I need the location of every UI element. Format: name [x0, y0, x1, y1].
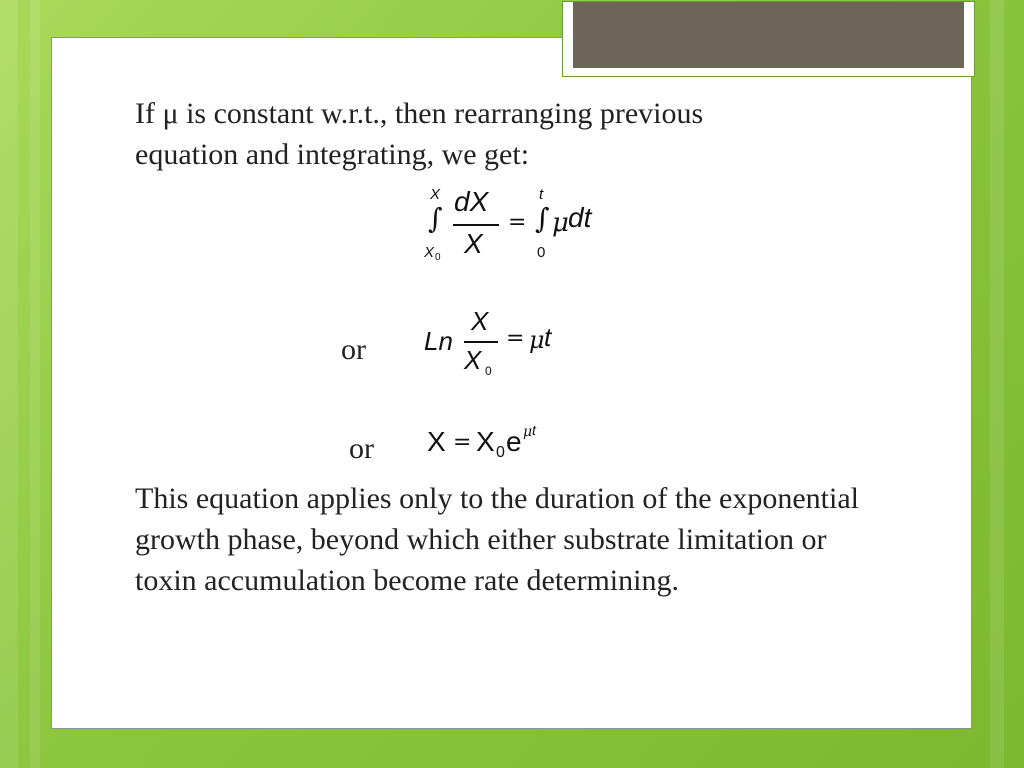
- rhs-x: X: [476, 426, 495, 457]
- exponential-e: e: [506, 426, 522, 457]
- fraction-denominator: X: [464, 228, 483, 259]
- ln-label: Ln: [424, 326, 453, 356]
- rhs-x-sub: 0: [496, 444, 505, 461]
- equation-exponential: [427, 424, 567, 474]
- or-label-2: or: [349, 432, 374, 465]
- integral-upper-limit-left: X: [430, 186, 441, 203]
- conclusion-paragraph: This equation applies only to the duration of the exponential growth phase, beyond which either substrate limitation or toxin accumulation become rate determining.: [135, 482, 859, 597]
- equation-integral: [420, 186, 620, 266]
- exponent-t: t: [532, 422, 536, 438]
- rhs-differential: dt: [568, 202, 592, 233]
- background-stripe: [990, 0, 1004, 768]
- rhs-time: t: [544, 322, 552, 352]
- fraction-denominator: X: [464, 345, 482, 375]
- background-stripe: [0, 0, 18, 768]
- fraction-bar: [464, 341, 498, 343]
- background-stripe: [30, 0, 40, 768]
- integral-lower-limit-left: X: [424, 244, 435, 261]
- title-tab-fill: [573, 2, 964, 68]
- integral-sign-left: ∫: [428, 202, 443, 235]
- fraction-numerator: dX: [454, 186, 489, 217]
- integral-lower-limit-left-sub: 0: [435, 252, 441, 263]
- equals-sign: =: [453, 430, 472, 455]
- fraction-bar: [453, 224, 499, 226]
- exponent-mu: μ: [523, 424, 533, 440]
- equals-sign: =: [506, 326, 525, 351]
- fraction-numerator: X: [471, 306, 489, 336]
- integral-sign-right: ∫: [535, 202, 550, 235]
- title-tab: [562, 1, 975, 77]
- integral-upper-limit-right: t: [539, 186, 544, 203]
- intro-paragraph: If μ is constant w.r.t., then rearranging previous equation and integrating, we get:: [135, 97, 704, 171]
- fraction-denominator-sub: 0: [485, 364, 492, 378]
- equals-sign: =: [508, 210, 527, 235]
- mu-symbol: μ: [529, 326, 545, 354]
- lhs-x: X: [427, 426, 446, 457]
- equation-ln: [424, 306, 594, 386]
- mu-symbol: μ: [552, 208, 569, 238]
- or-label-1: or: [341, 333, 366, 366]
- integral-lower-limit-right: 0: [537, 244, 546, 261]
